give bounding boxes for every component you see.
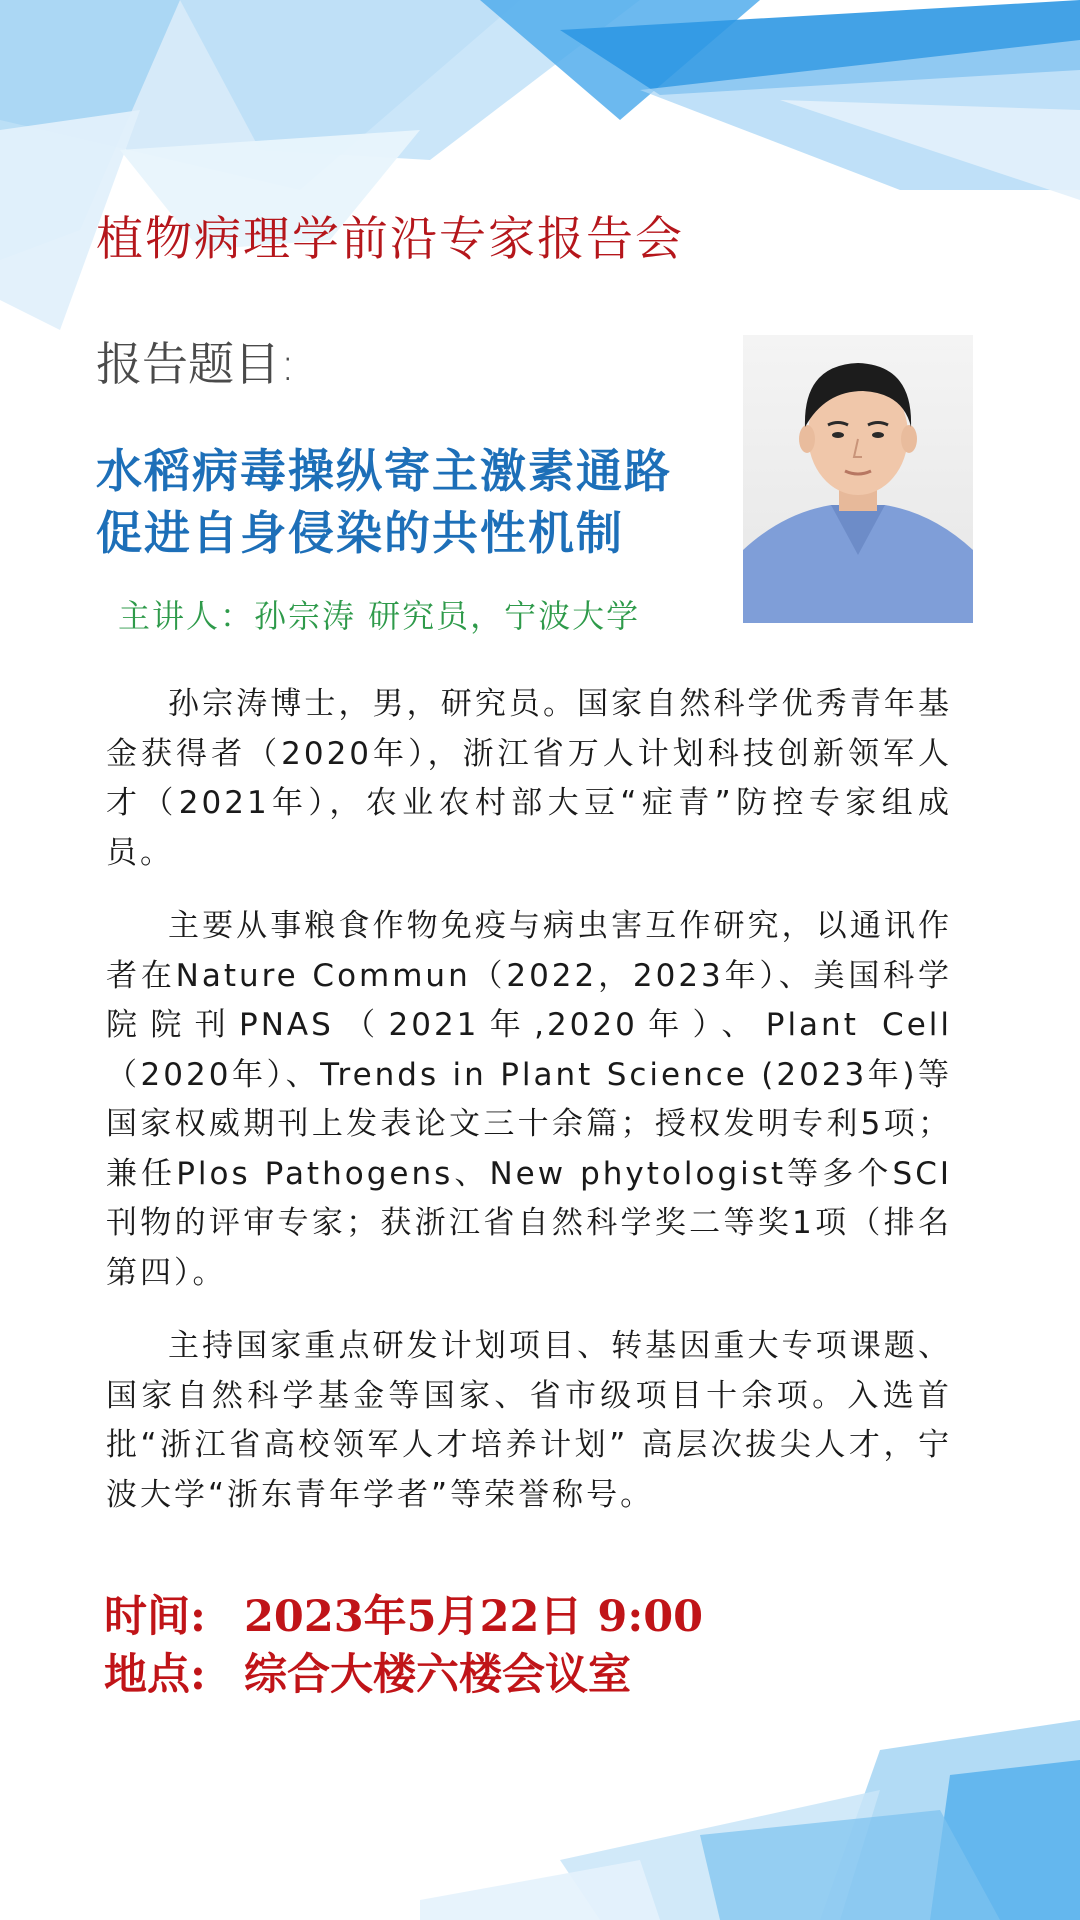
topic-label: 报告题目:	[96, 337, 296, 391]
place-value: 综合大楼六楼会议室	[244, 1650, 631, 1700]
bio-paragraph: 主持国家重点研发计划项目、转基因重大专项课题、国家自然科学基金等国家、省市级项目十余项。入选首批“浙江省高校领军人才培养计划” 高层次拔尖人才，宁波大学“浙东青年学者”等荣誉称号。	[106, 1328, 952, 1513]
talk-title-line: 水稻病毒操纵寄主激素通路	[96, 444, 672, 498]
time-value: 2023年5月22日 9:00	[244, 1592, 704, 1642]
event-info	[104, 1588, 703, 1704]
place-row	[104, 1646, 703, 1704]
speaker-photo	[743, 335, 973, 623]
talk-title	[96, 440, 746, 564]
bio-paragraph: 主要从事粮食作物免疫与病虫害互作研究，以通讯作者在Nature Commun（2022，2023年）、美国科学院院刊PNAS（2021年,2020年）、Plant Cell（2020年）、Trends in Plant Science (2023年)等国家权威期刊上发表论文三十余篇；授权发明专利5项；兼任Plos Pathogens、New phytologist等多个SCI刊物的评审专家；获浙江省自然科学奖二等奖1项（排名第四）。	[106, 908, 952, 1291]
event-title: 植物病理学前沿专家报告会	[96, 212, 684, 267]
time-label: 时间:	[104, 1592, 206, 1642]
talk-title-line: 促进自身侵染的共性机制	[96, 506, 624, 560]
place-label: 地点:	[104, 1650, 206, 1700]
time-row	[104, 1588, 703, 1646]
bio-paragraph: 孙宗涛博士，男，研究员。国家自然科学优秀青年基金获得者（2020年），浙江省万人计划科技创新领军人才（2021年），农业农村部大豆“症青”防控专家组成员。	[106, 686, 952, 871]
speaker-line: 主讲人：孙宗涛 研究员，宁波大学	[118, 597, 641, 635]
speaker-bio	[106, 680, 952, 1544]
